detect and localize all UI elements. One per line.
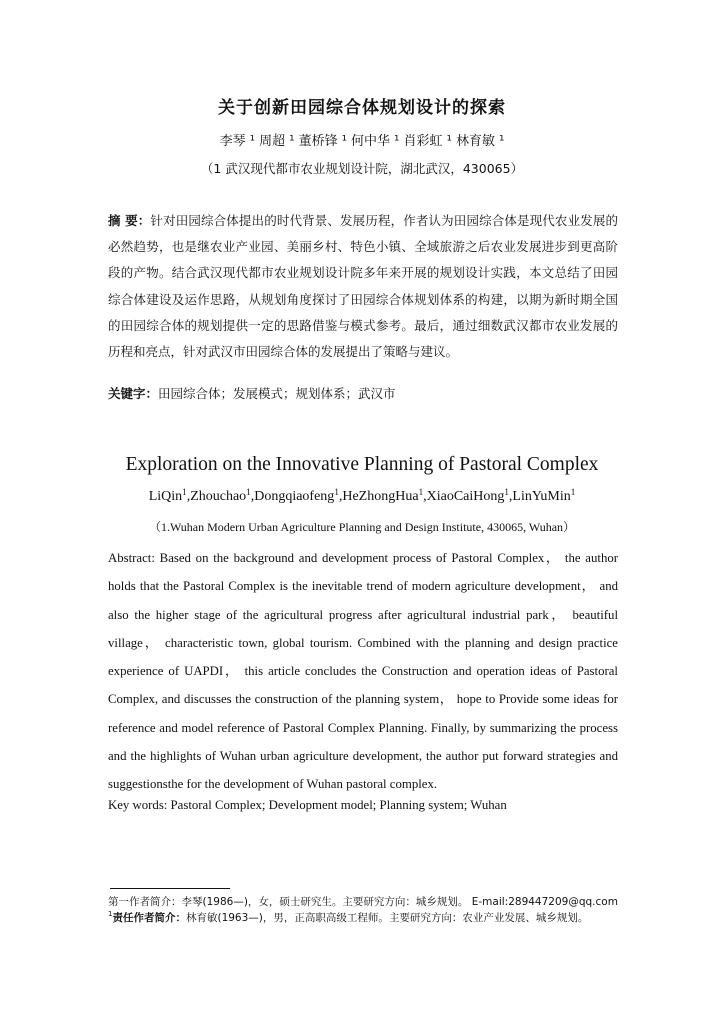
chinese-abstract-label: 摘 要： bbox=[108, 213, 151, 228]
author-name: Zhouchao bbox=[190, 489, 247, 504]
chinese-abstract bbox=[108, 208, 618, 365]
footnote-corresponding-label: 责任作者简介： bbox=[112, 912, 186, 924]
author-entry: HeZhongHua$^1$, bbox=[342, 487, 427, 504]
author-name: LiQin bbox=[148, 489, 183, 504]
author-entry: Dongqiaofeng$^1$, bbox=[254, 487, 343, 504]
english-abstract: Abstract: Based on the background and development process of Pastoral Complex， the author holds that the Pastoral Complex is the inevitable trend of modern agriculture development， and also the higher stage of the agricultural progress after agricultural industrial park， beautiful village， characteristic town, global tourism. Combined with the planning and design practice experience of UAPDI， this article concludes the Construction and operation ideas of Pastoral Complex, and discusses the construction of the planning system， hope to Provide some ideas for reference and model reference of Pastoral Complex Planning. Finally, by summarizing the process and the highlights of Wuhan urban agriculture development, the author put forward strategies and suggestionsthe for the development of Wuhan pastoral complex. bbox=[108, 551, 618, 792]
chinese-title: 关于创新田园综合体规划设计的探索 bbox=[218, 98, 506, 118]
chinese-keywords bbox=[108, 384, 618, 402]
author-entry: Zhouchao$^1$, bbox=[190, 487, 255, 504]
footnote-corresponding-author bbox=[108, 910, 668, 925]
footnote-mark: 1 bbox=[108, 910, 113, 918]
author-sup: 1 bbox=[570, 487, 576, 497]
author-entry: LiQin$^1$, bbox=[148, 487, 191, 504]
english-authors bbox=[0, 489, 724, 505]
author-name: Dongqiaofeng bbox=[254, 489, 335, 504]
author-sup: 1 bbox=[182, 487, 187, 497]
author-name: LinYuMin bbox=[512, 489, 571, 504]
chinese-keywords-label: 关键字： bbox=[108, 386, 159, 401]
author-sup: 1 bbox=[246, 487, 251, 497]
chinese-abstract-text: 针对田园综合体提出的时代背景、发展历程，作者认为田园综合体是现代农业发展的必然趋势，也是继农业产业园、美丽乡村、特色小镇、全域旅游之后农业发展进步到更高阶段的产物。结合武汉现代都市农业规划设计院多年来开展的规划设计实践，本文总结了田园综合体建设及运作思路，从规划角度探讨了田园综合体规划体系的构建，以期为新时期全国的田园综合体的规划提供一定的思路借鉴与模式参考。最后，通过细数武汉都市农业发展的历程和亮点，针对武汉市田园综合体的发展提出了策略与建议。 bbox=[108, 213, 618, 360]
author-name: HeZhongHua bbox=[342, 489, 419, 504]
author-sup: 1 bbox=[418, 487, 424, 497]
english-affiliation: （1.Wuhan Modern Urban Agriculture Planning and Design Institute, 430065, Wuhan） bbox=[148, 520, 576, 534]
chinese-keywords-text: 田园综合体；发展模式；规划体系；武汉市 bbox=[158, 386, 396, 401]
chinese-authors: 李琴 ¹ 周超 ¹ 董桥锋 ¹ 何中华 ¹ 肖彩虹 ¹ 林育敏 ¹ bbox=[219, 134, 505, 149]
footnote-first-author: 第一作者简介：李琴(1986—)，女，硕士研究生。主要研究方向：城乡规划。 E-mail:289447209@qq.com bbox=[108, 896, 618, 908]
english-title: Exploration on the Innovative Planning of Pastoral Complex bbox=[125, 454, 599, 475]
author-sup: 1 bbox=[334, 487, 339, 497]
english-keywords: Key words: Pastoral Complex; Development model; Planning system; Wuhan bbox=[108, 798, 507, 812]
footnote-divider bbox=[110, 888, 230, 889]
footnote-corresponding-text: 林育敏(1963—)，男，正高职高级工程师。主要研究方向：农业产业发展、城乡规划。 bbox=[185, 912, 589, 924]
author-name: XiaoCaiHong bbox=[426, 489, 505, 504]
author-entry bbox=[512, 489, 575, 504]
chinese-affiliation: （1 武汉现代都市农业规划设计院，湖北武汉，430065） bbox=[200, 161, 524, 176]
author-entry: XiaoCaiHong$^1$, bbox=[426, 487, 513, 504]
author-sup: 1 bbox=[504, 487, 509, 497]
